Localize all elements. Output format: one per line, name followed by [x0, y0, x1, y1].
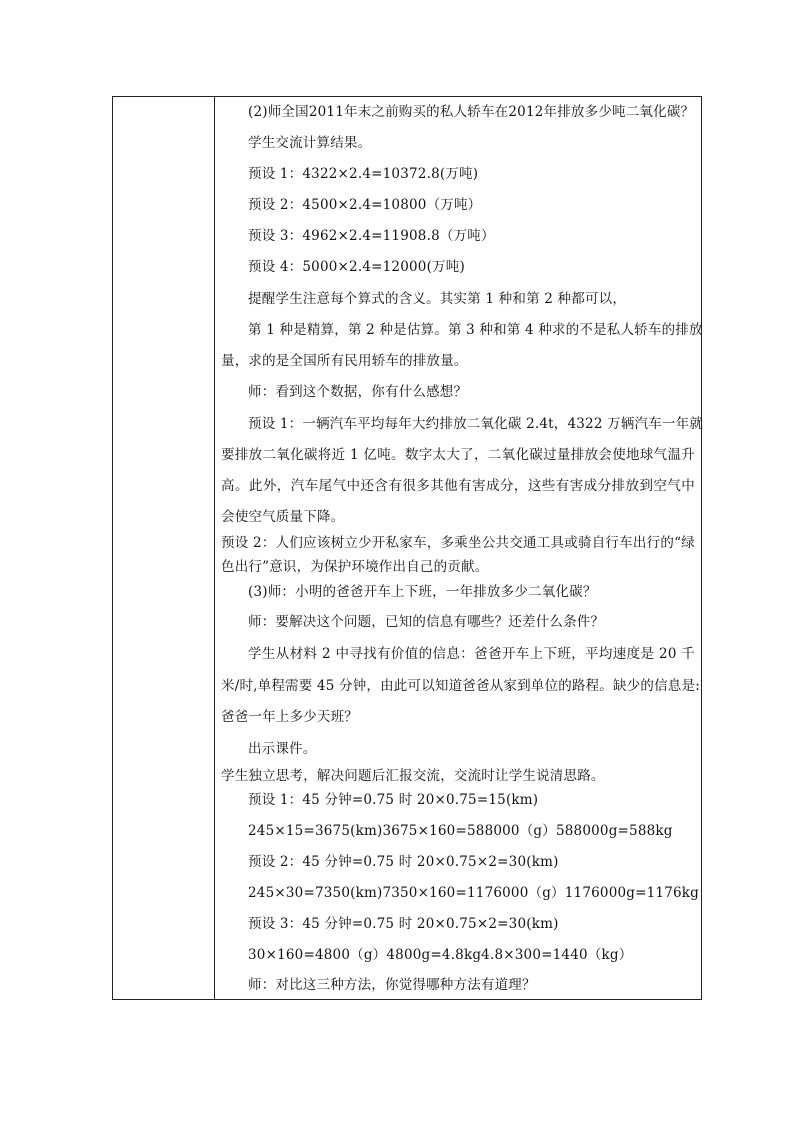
text-line: 师：要解决这个问题，已知的信息有哪些？还差什么条件？: [248, 614, 605, 630]
left-column-cell: [113, 97, 215, 999]
text-line: 量，求的是全国所有民用轿车的排放量。: [221, 353, 468, 369]
text-line: 学生交流计算结果。: [248, 135, 372, 151]
text-line: 米/时,单程需要 45 分钟，由此可以知道爸爸从家到单位的路程。缺少的信息是:: [221, 678, 700, 694]
text-line: 师：对比这三种方法，你觉得哪种方法有道理？: [248, 977, 536, 993]
text-line: 会使空气质量下降。: [221, 509, 345, 525]
text-line: 色出行”意识，为保护环境作出自己的贡献。: [221, 559, 489, 575]
text-line: 学生独立思考，解决问题后汇报交流，交流时让学生说清思路。: [221, 768, 605, 784]
text-line: (2)师全国2011年末之前购买的私人轿车在2012年排放多少吨二氧化碳？: [248, 104, 695, 120]
text-line: 提醒学生注意每个算式的含义。其实第 1 种和第 2 种都可以，: [248, 291, 627, 307]
text-line: (3)师：小明的爸爸开车上下班，一年排放多少二氧化碳？: [248, 584, 597, 600]
text-line: 预设 1：一辆汽车平均每年大约排放二氧化碳 2.4t，4322 万辆汽车一年就: [248, 416, 704, 432]
text-line: 245×30=7350(km)7350×160=1176000（g）1176000g=1176kg: [248, 885, 700, 901]
content-cell: [215, 97, 704, 999]
text-line: 第 1 种是精算，第 2 种是估算。第 3 种和第 4 种求的不是私人轿车的排放: [248, 322, 703, 338]
text-line: 要排放二氧化碳将近 1 亿吨。数字太大了，二氧化碳过量排放会使地球气温升: [221, 447, 695, 463]
lesson-table: [112, 96, 702, 1000]
text-line: 预设 1：4322×2.4=10372.8(万吨): [248, 166, 479, 182]
text-line: 预设 2：4500×2.4=10800（万吨）: [248, 197, 482, 213]
text-line: 245×15=3675(km)3675×160=588000（g）588000g=588kg: [248, 823, 673, 839]
text-line: 学生从材料 2 中寻找有价值的信息：爸爸开车上下班，平均速度是 20 千: [248, 646, 695, 662]
text-line: 高。此外，汽车尾气中还含有很多其他有害成分，这些有害成分排放到空气中: [221, 478, 695, 494]
text-line: 预设 1：45 分钟=0.75 时 20×0.75=15(km): [248, 792, 539, 808]
text-line: 预设 2：人们应该树立少开私家车，多乘坐公共交通工具或骑自行车出行的“绿: [221, 535, 695, 551]
text-line: 预设 4：5000×2.4=12000(万吨): [248, 259, 465, 275]
text-line: 出示课件。: [248, 741, 317, 757]
text-line: 爸爸一年上多少天班？: [221, 709, 358, 725]
text-line: 预设 2：45 分钟=0.75 时 20×0.75×2=30(km): [248, 854, 559, 870]
text-line: 预设 3：4962×2.4=11908.8（万吨）: [248, 228, 495, 244]
text-line: 30×160=4800（g）4800g=4.8kg4.8×300=1440（kg）: [248, 947, 633, 963]
text-line: 师：看到这个数据，你有什么感想？: [248, 384, 468, 400]
text-line: 预设 3：45 分钟=0.75 时 20×0.75×2=30(km): [248, 916, 559, 932]
